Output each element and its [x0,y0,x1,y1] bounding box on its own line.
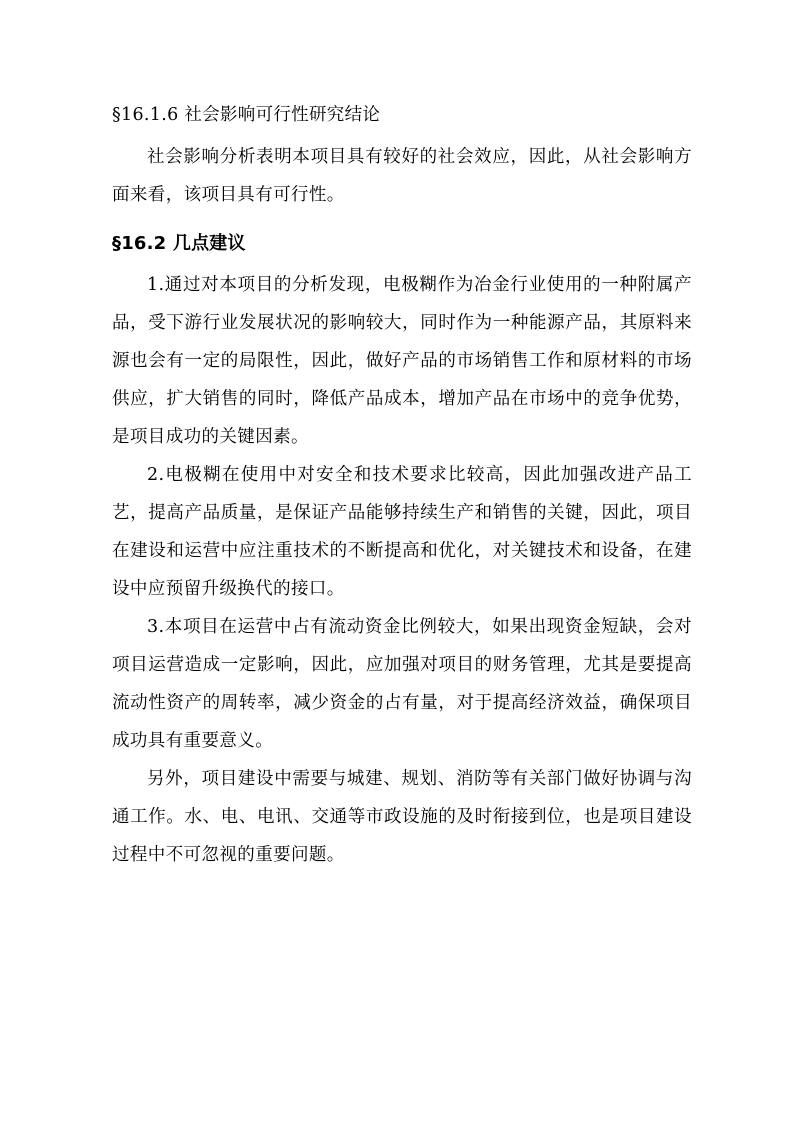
paragraph-suggestion-3: 3.本项目在运营中占有流动资金比例较大，如果出现资金短缺，会对项目运营造成一定影响，因此，应加强对项目的财务管理，尤其是要提高流动性资产的周转率，减少资金的占有量，对于提高经济效益，确保项目成功具有重要意义。 [112,617,692,751]
paragraph-suggestion-2: 2.电极糊在使用中对安全和技术要求比较高，因此加强改进产品工艺，提高产品质量，是保证产品能够持续生产和销售的关键，因此，项目在建设和运营中应注重技术的不断提高和优化，对关键技术和设备，在建设中应预留升级换代的接口。 [112,465,692,599]
section-heading: §16.1.6 社会影响可行性研究结论 [112,105,381,125]
paragraph-suggestion-4: 另外，项目建设中需要与城建、规划、消防等有关部门做好协调与沟通工作。水、电、电讯、交通等市政设施的及时衔接到位，也是项目建设过程中不可忽视的重要问题。 [112,769,692,865]
paragraph-conclusion: 社会影响分析表明本项目具有较好的社会效应，因此，从社会影响方面来看，该项目具有可行性。 [112,147,692,205]
chapter-heading: §16.2 几点建议 [112,233,246,254]
paragraph-suggestion-1: 1.通过对本项目的分析发现，电极糊作为冶金行业使用的一种附属产品，受下游行业发展状况的影响较大，同时作为一种能源产品，其原料来源也会有一定的局限性，因此，做好产品的市场销售工作和原材料的市场供应，扩大销售的同时，降低产品成本，增加产品在市场中的竞争优势，是项目成功的关键因素。 [112,275,692,447]
document-body [112,96,692,874]
